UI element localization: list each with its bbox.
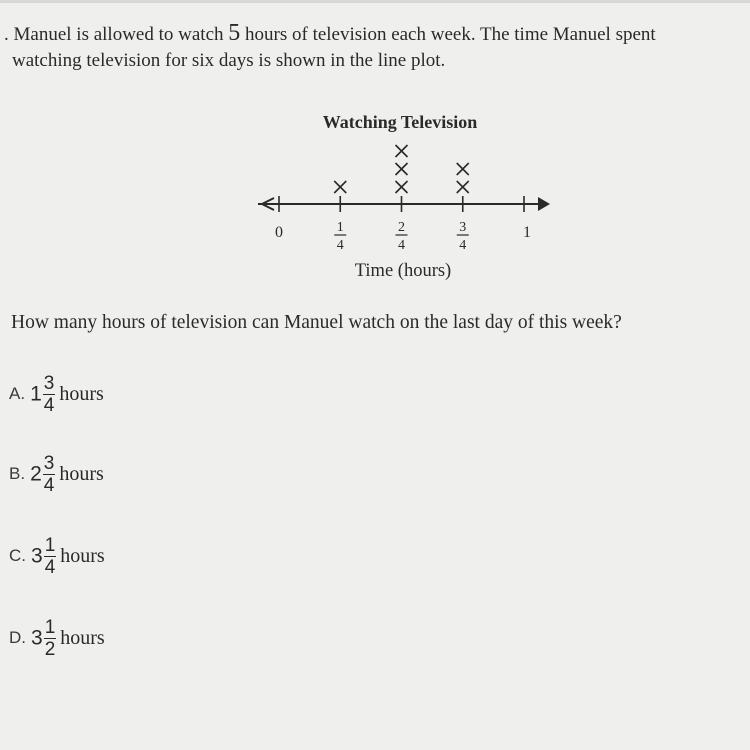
unit-label: hours — [59, 463, 104, 485]
whole-part: 3 — [31, 544, 43, 568]
denominator: 4 — [44, 557, 56, 578]
tick-label: 0 — [275, 224, 283, 241]
choice-c[interactable] — [9, 536, 105, 577]
whole-part: 2 — [30, 462, 42, 486]
tick-numerator: 2 — [398, 220, 405, 235]
x-marker — [396, 181, 408, 193]
x-marker — [334, 181, 346, 193]
numerator: 3 — [43, 453, 55, 474]
choice-a[interactable] — [9, 374, 104, 415]
unit-label: hours — [60, 627, 105, 649]
choice-b[interactable] — [9, 454, 104, 495]
question-prompt: How many hours of television can Manuel watch on the last day of this week? — [11, 312, 622, 333]
mixed-number — [30, 454, 55, 495]
tick-labels — [275, 220, 531, 253]
unit-label: hours — [60, 545, 105, 567]
whole-part: 1 — [30, 382, 42, 406]
question-text-start: Manuel is allowed to watch — [13, 24, 229, 45]
mixed-number — [30, 374, 55, 415]
denominator: 2 — [44, 639, 56, 660]
denominator: 4 — [43, 395, 55, 416]
choice-d[interactable] — [9, 618, 105, 659]
fraction — [44, 618, 57, 659]
tick-fraction — [396, 220, 408, 253]
choice-letter: C. — [9, 546, 26, 566]
fraction — [43, 454, 56, 495]
tick-label: 1 — [523, 224, 531, 241]
fraction — [43, 374, 56, 415]
number-line — [258, 196, 550, 212]
fraction — [44, 536, 57, 577]
tick-fraction — [334, 220, 346, 253]
numerator: 1 — [44, 535, 56, 556]
unit-label: hours — [59, 383, 104, 405]
line-plot — [0, 0, 750, 300]
denominator: 4 — [43, 475, 55, 496]
numerator: 3 — [43, 373, 55, 394]
x-marker — [457, 163, 469, 175]
tick-fraction — [457, 220, 469, 253]
choice-letter: B. — [9, 464, 26, 484]
question-line-2: watching television for six days is shown in the line plot. — [12, 50, 446, 71]
x-axis-label: Time (hours) — [354, 261, 452, 281]
x-marker — [396, 145, 408, 157]
data-markers — [334, 145, 469, 193]
x-marker — [396, 163, 408, 175]
whole-part: 3 — [31, 626, 43, 650]
question-number-mark: . — [4, 24, 9, 45]
choice-letter: A. — [9, 384, 26, 404]
tick-numerator: 1 — [336, 220, 344, 235]
tick-numerator: 3 — [459, 220, 467, 235]
right-arrow-head — [538, 197, 550, 211]
x-marker — [457, 181, 469, 193]
numerator: 1 — [44, 617, 56, 638]
mixed-number — [31, 618, 56, 659]
choice-letter: D. — [9, 628, 26, 648]
chart-title: Watching Television — [322, 112, 478, 132]
weekly-hours-value: 5 — [228, 20, 241, 46]
question-text-end: hours of television each week. The time Manuel spent — [240, 24, 656, 45]
tick-denominator: 4 — [336, 238, 344, 253]
mixed-number — [31, 536, 56, 577]
tick-denominator: 4 — [459, 238, 467, 253]
tick-denominator: 4 — [398, 238, 405, 253]
